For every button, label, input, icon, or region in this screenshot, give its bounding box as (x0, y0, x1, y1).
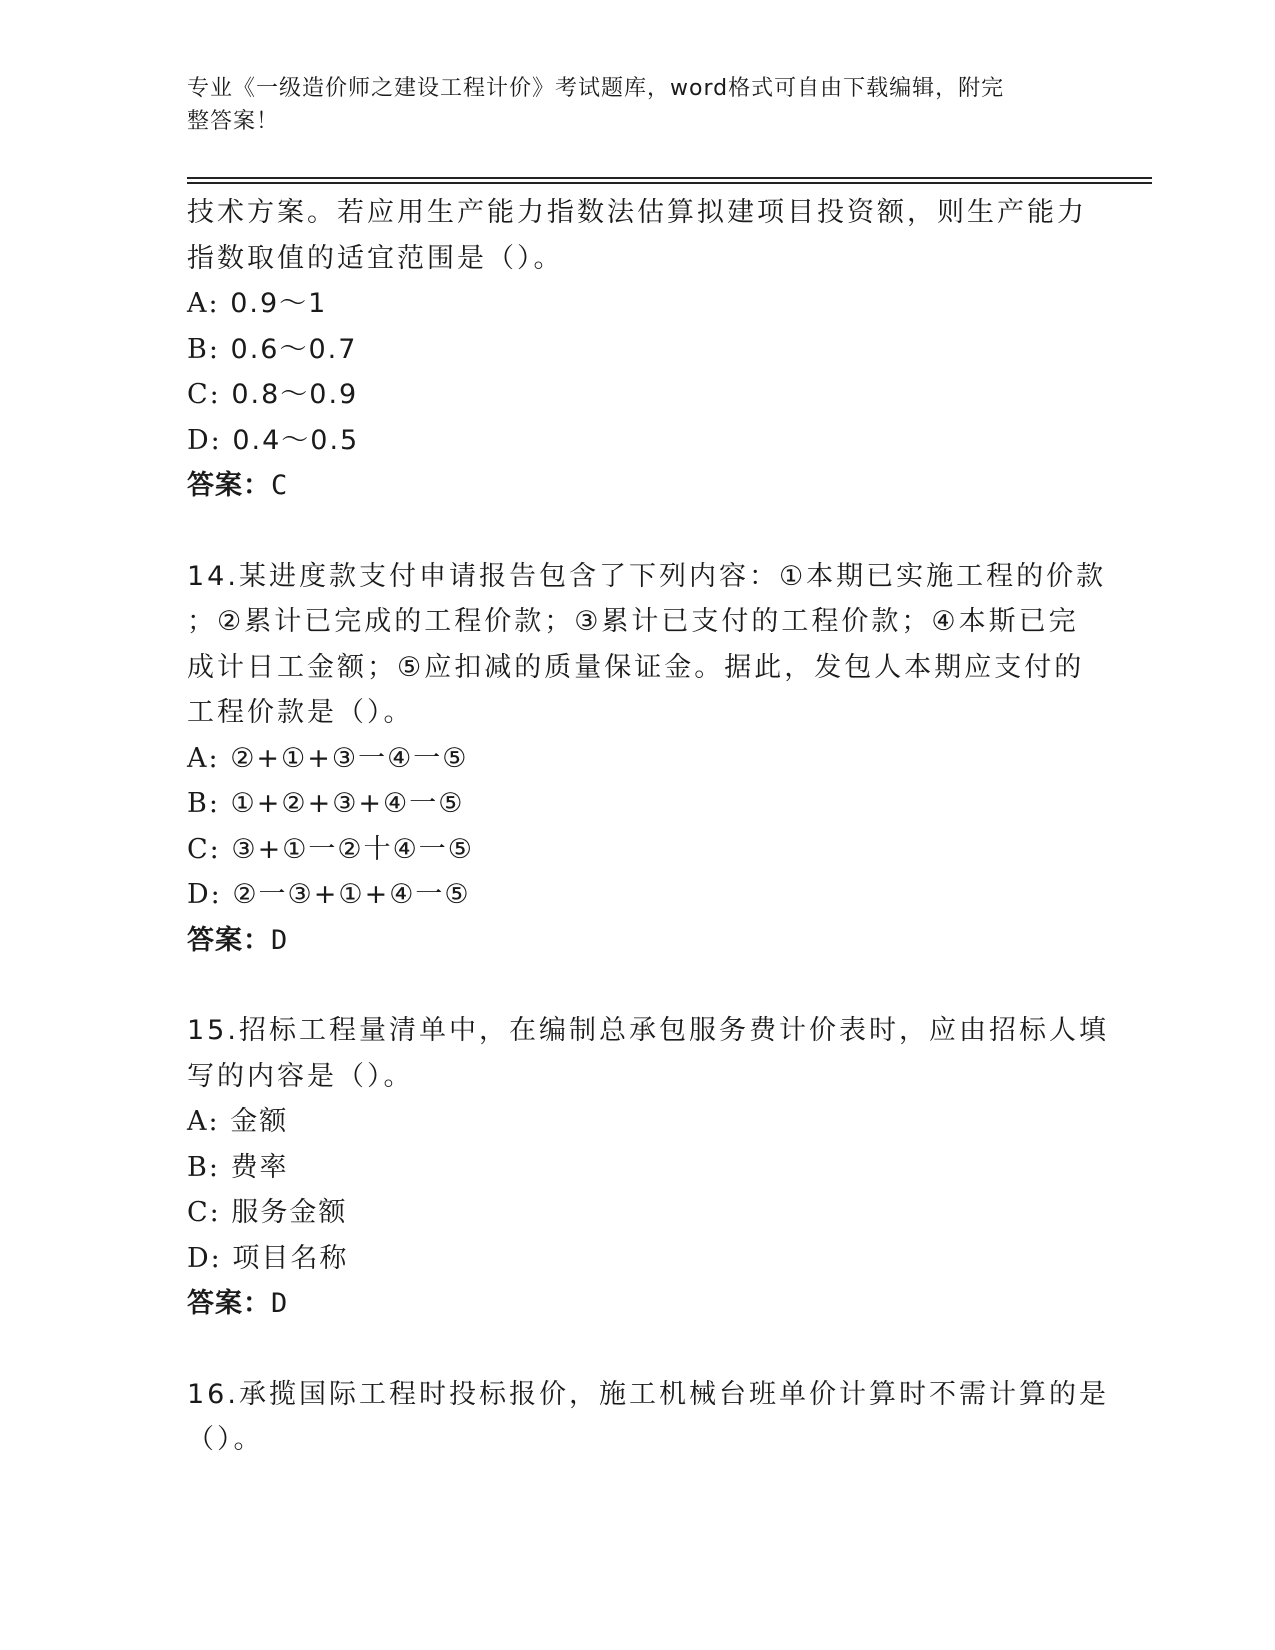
option-a (187, 281, 1087, 327)
answer-line (187, 463, 1087, 509)
option-text: ①+②+③+④一⑤ (230, 788, 465, 819)
question-stem-line: 写的内容是（）。 (187, 1060, 414, 1092)
spacer (187, 1327, 1087, 1372)
option-text: 0.6～0.7 (230, 333, 358, 365)
option-text: 金额 (230, 1106, 289, 1137)
question-stem-line: 工程价款是（）。 (187, 697, 414, 728)
document-header (187, 72, 1067, 138)
answer-label: 答案： (187, 1288, 271, 1319)
option-c (187, 372, 1087, 418)
question-stem-line: 技术方案。若应用生产能力指数法估算拟建项目投资额，则生产能力 (187, 197, 1087, 228)
header-divider-bottom (187, 182, 1152, 184)
option-text: 0.8～0.9 (231, 379, 359, 410)
option-key: B: (187, 788, 220, 819)
option-text: ②+①+③一④一⑤ (230, 742, 469, 774)
answer-label: 答案： (187, 924, 271, 956)
option-text: 费率 (230, 1151, 289, 1183)
option-text: 0.4～0.5 (232, 424, 360, 456)
option-b (187, 781, 1087, 827)
option-key: C: (187, 833, 221, 865)
option-key: D: (187, 1242, 222, 1274)
answer-value: D (271, 924, 289, 956)
answer-label: 答案： (187, 470, 271, 501)
option-key: C: (187, 1197, 221, 1228)
option-d (187, 1236, 1087, 1282)
answer-line (187, 918, 1087, 964)
option-key: C: (187, 379, 221, 410)
option-text: 0.9～1 (230, 288, 328, 319)
option-text: 项目名称 (232, 1242, 349, 1274)
question-14 (187, 554, 1107, 964)
question-16 (187, 1372, 1109, 1463)
option-text: ③+①一②十④一⑤ (231, 833, 475, 865)
question-stem-line: 指数取值的适宜范围是（）。 (187, 242, 564, 274)
question-13 (187, 190, 1087, 509)
question-stem-line: 14.某进度款支付申请报告包含了下列内容：①本期已实施工程的价款 (187, 560, 1107, 592)
option-b (187, 327, 1087, 373)
option-c (187, 1190, 1087, 1236)
question-stem-line: 16.承揽国际工程时投标报价，施工机械台班单价计算时不需计算的是 (187, 1378, 1109, 1410)
spacer (187, 509, 1087, 554)
question-stem-line: 15.招标工程量清单中，在编制总承包服务费计价表时，应由招标人填 (187, 1015, 1109, 1046)
option-key: A: (187, 742, 220, 774)
option-key: A: (187, 288, 220, 319)
option-key: B: (187, 333, 220, 365)
header-divider-top (187, 177, 1152, 179)
option-key: B: (187, 1151, 220, 1183)
option-key: A: (187, 1106, 220, 1137)
option-d (187, 418, 1087, 464)
option-text: ②一③+①+④一⑤ (232, 879, 471, 910)
option-key: D: (187, 424, 222, 456)
question-list (187, 190, 1109, 1463)
header-line-2: 整答案！ (187, 109, 280, 134)
option-a (187, 1099, 1087, 1145)
option-b (187, 1145, 1087, 1191)
spacer (187, 963, 1087, 1008)
option-d (187, 872, 1087, 918)
question-stem-line: 成计日工金额；⑤应扣减的质量保证金。据此，发包人本期应支付的 (187, 651, 1085, 683)
answer-value: D (271, 1288, 289, 1319)
answer-value: C (271, 470, 289, 501)
answer-line (187, 1281, 1087, 1327)
question-stem-line: ；②累计已完成的工程价款；③累计已支付的工程价款；④本斯已完 (187, 606, 1079, 637)
option-c (187, 827, 1087, 873)
option-a (187, 736, 1087, 782)
option-key: D: (187, 879, 222, 910)
question-stem-line: （）。 (187, 1424, 264, 1455)
option-text: 服务金额 (231, 1197, 348, 1228)
header-line-1: 专业《一级造价师之建设工程计价》考试题库，word格式可自由下载编辑，附完 (187, 76, 1005, 101)
question-15 (187, 1008, 1109, 1327)
